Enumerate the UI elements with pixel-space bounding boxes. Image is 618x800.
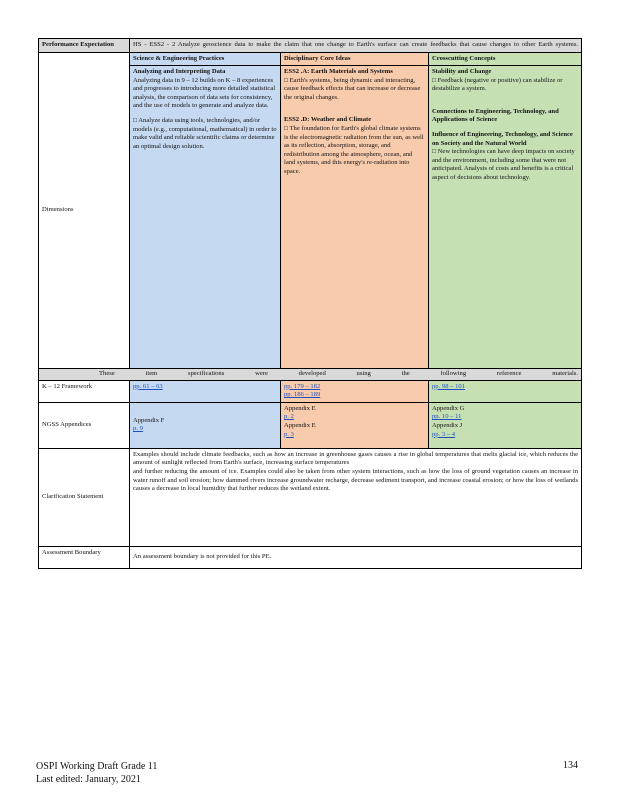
ccc-title-3: Influence of Engineering, Technology, and Science on Society and the Natural World xyxy=(432,130,573,147)
k12-dci-cell xyxy=(281,380,429,402)
sep-title: Analyzing and Interpreting Data xyxy=(133,68,226,76)
performance-expectation-row xyxy=(39,39,582,53)
sep-cell xyxy=(130,66,281,369)
performance-expectation-text xyxy=(130,39,582,53)
ngss-ccc-cell xyxy=(429,402,582,448)
dci-title-1: ESS2 .A: Earth Materials and Systems xyxy=(284,68,393,76)
assessment-boundary-row xyxy=(39,546,582,568)
ccc-bullet-1: □ Feedback (negative or positive) can stabilize or destabilize a system. xyxy=(432,76,563,93)
ngss-ccc-appendix-2: Appendix J xyxy=(432,421,463,429)
ngss-dci-page-link-2[interactable]: p. 3 xyxy=(284,430,294,438)
k12-dci-link-1[interactable]: pp. 179 – 182 xyxy=(284,382,321,390)
footer-draft-label: OSPI Working Draft Grade 11 xyxy=(36,761,158,772)
ccc-title-2: Connections to Engineering, Technology, and Applications of Science xyxy=(432,107,559,124)
ngss-ccc-page-link-2[interactable]: pp. 3 – 4 xyxy=(432,430,456,438)
item-specification-table xyxy=(38,38,582,569)
assessment-boundary-text: An assessment boundary is not provided for this PE. xyxy=(130,546,582,568)
dci-bullet-1: □ Earth's systems, being dynamic and interacting, cause feedback effects that can increase or decrease the original changes. xyxy=(284,76,421,101)
dci-header: Disciplinary Core Ideas xyxy=(281,52,429,66)
dimensions-label: Dimensions xyxy=(39,52,130,369)
k12-ccc-cell xyxy=(429,380,582,402)
ngss-sep-appendix: Appendix F xyxy=(133,416,165,424)
dci-title-2: ESS2 .D: Weather and Climate xyxy=(284,116,372,124)
sep-body: Analyzing data in 9 – 12 builds on K – 8 experiences and progresses to introducing more detailed statistical analysis, the comparison of data sets for consistency, and the use of models to generate and analyze data. xyxy=(133,76,276,110)
ngss-ccc-page-link-1[interactable]: pp. 10 – 11 xyxy=(432,413,462,421)
ngss-dci-appendix-1: Appendix E xyxy=(284,404,316,412)
clarification-text-1: Examples should include climate feedbacks, such as how an increase in greenhouse gases causes a rise in global temperatures that melts glacial ice, which reduces the amount of sunlight reflected from Earth's surface, increasing surface temperatures xyxy=(133,450,579,467)
reference-note-row xyxy=(39,369,582,381)
ccc-cell xyxy=(429,66,582,369)
dci-cell xyxy=(281,66,429,369)
ngss-appendices-label: NGSS Appendices xyxy=(39,402,130,448)
k12-framework-row xyxy=(39,380,582,402)
ngss-dci-cell xyxy=(281,402,429,448)
performance-expectation-label: Performance Expectation xyxy=(39,39,130,53)
reference-note xyxy=(39,369,582,381)
footer-last-edited: Last edited: January, 2021 xyxy=(36,774,141,785)
k12-sep-link[interactable]: pp. 61 – 63 xyxy=(133,382,163,390)
ngss-dci-appendix-2: Appendix E xyxy=(284,421,316,429)
pe-text: HS - ESS2 - 2 Analyze geoscience data to make the claim that one change to Earth's surface can create feedbacks that cause changes to other Earth systems. xyxy=(133,41,579,48)
ngss-sep-cell xyxy=(130,402,281,448)
k12-ccc-link[interactable]: pp. 98 – 101 xyxy=(432,382,465,390)
ngss-ccc-appendix-1: Appendix G xyxy=(432,404,465,412)
clarification-text-2: and further reducing the amount of ice. Examples could also be taken from other system interactions, such as how the loss of ground vegetation causes an increase in water runoff and soil erosion; how dammed rivers increase groundwater recharge, decrease sediment transport, and increase coastal erosion; or how the loss of wetlands causes a decrease in local humidity that further reduces the wetland extent. xyxy=(133,467,579,493)
ngss-sep-page-link[interactable]: p. 9 xyxy=(133,425,143,433)
k12-framework-label: K – 12 Framework xyxy=(39,380,130,402)
sep-header: Science & Engineering Practices xyxy=(130,52,281,66)
dci-bullet-2: □ The foundation for Earth's global climate systems is the electromagnetic radiation from the sun, as well as its reflection, absorption, storage, and redistribution among the atmosphere, ocean, and land systems, and this energy's re-radiation into space. xyxy=(284,124,424,175)
k12-dci-link-2[interactable]: pp. 186 – 189 xyxy=(284,391,321,399)
k12-sep-cell xyxy=(130,380,281,402)
ccc-bullet-3: □ New technologies can have deep impacts on society and the environment, including some that were not anticipated. Analysis of costs and benefits is a critical aspect of decisions about technology. xyxy=(432,148,575,181)
dimensions-header-row xyxy=(39,52,582,66)
ccc-header: Crosscutting Concepts xyxy=(429,52,582,66)
clarification-text-cell xyxy=(130,448,582,546)
reference-note-text: These item specifications were developed using the following reference materials. xyxy=(99,370,579,378)
page-number: 134 xyxy=(563,760,578,771)
clarification-row xyxy=(39,448,582,546)
clarification-label: Clarification Statement xyxy=(39,448,130,546)
ccc-title-1: Stability and Change xyxy=(432,68,492,76)
ngss-appendices-row xyxy=(39,402,582,448)
assessment-boundary-label: Assessment Boundary xyxy=(39,546,130,568)
sep-bullet: □ Analyze data using tools, technologies, and/or models (e.g., computational, mathematical) in order to make valid and reliable scientific claims or determine an optimal design solution. xyxy=(133,116,277,150)
footer xyxy=(36,760,157,786)
ngss-dci-page-link-1[interactable]: p. 2 xyxy=(284,413,294,421)
